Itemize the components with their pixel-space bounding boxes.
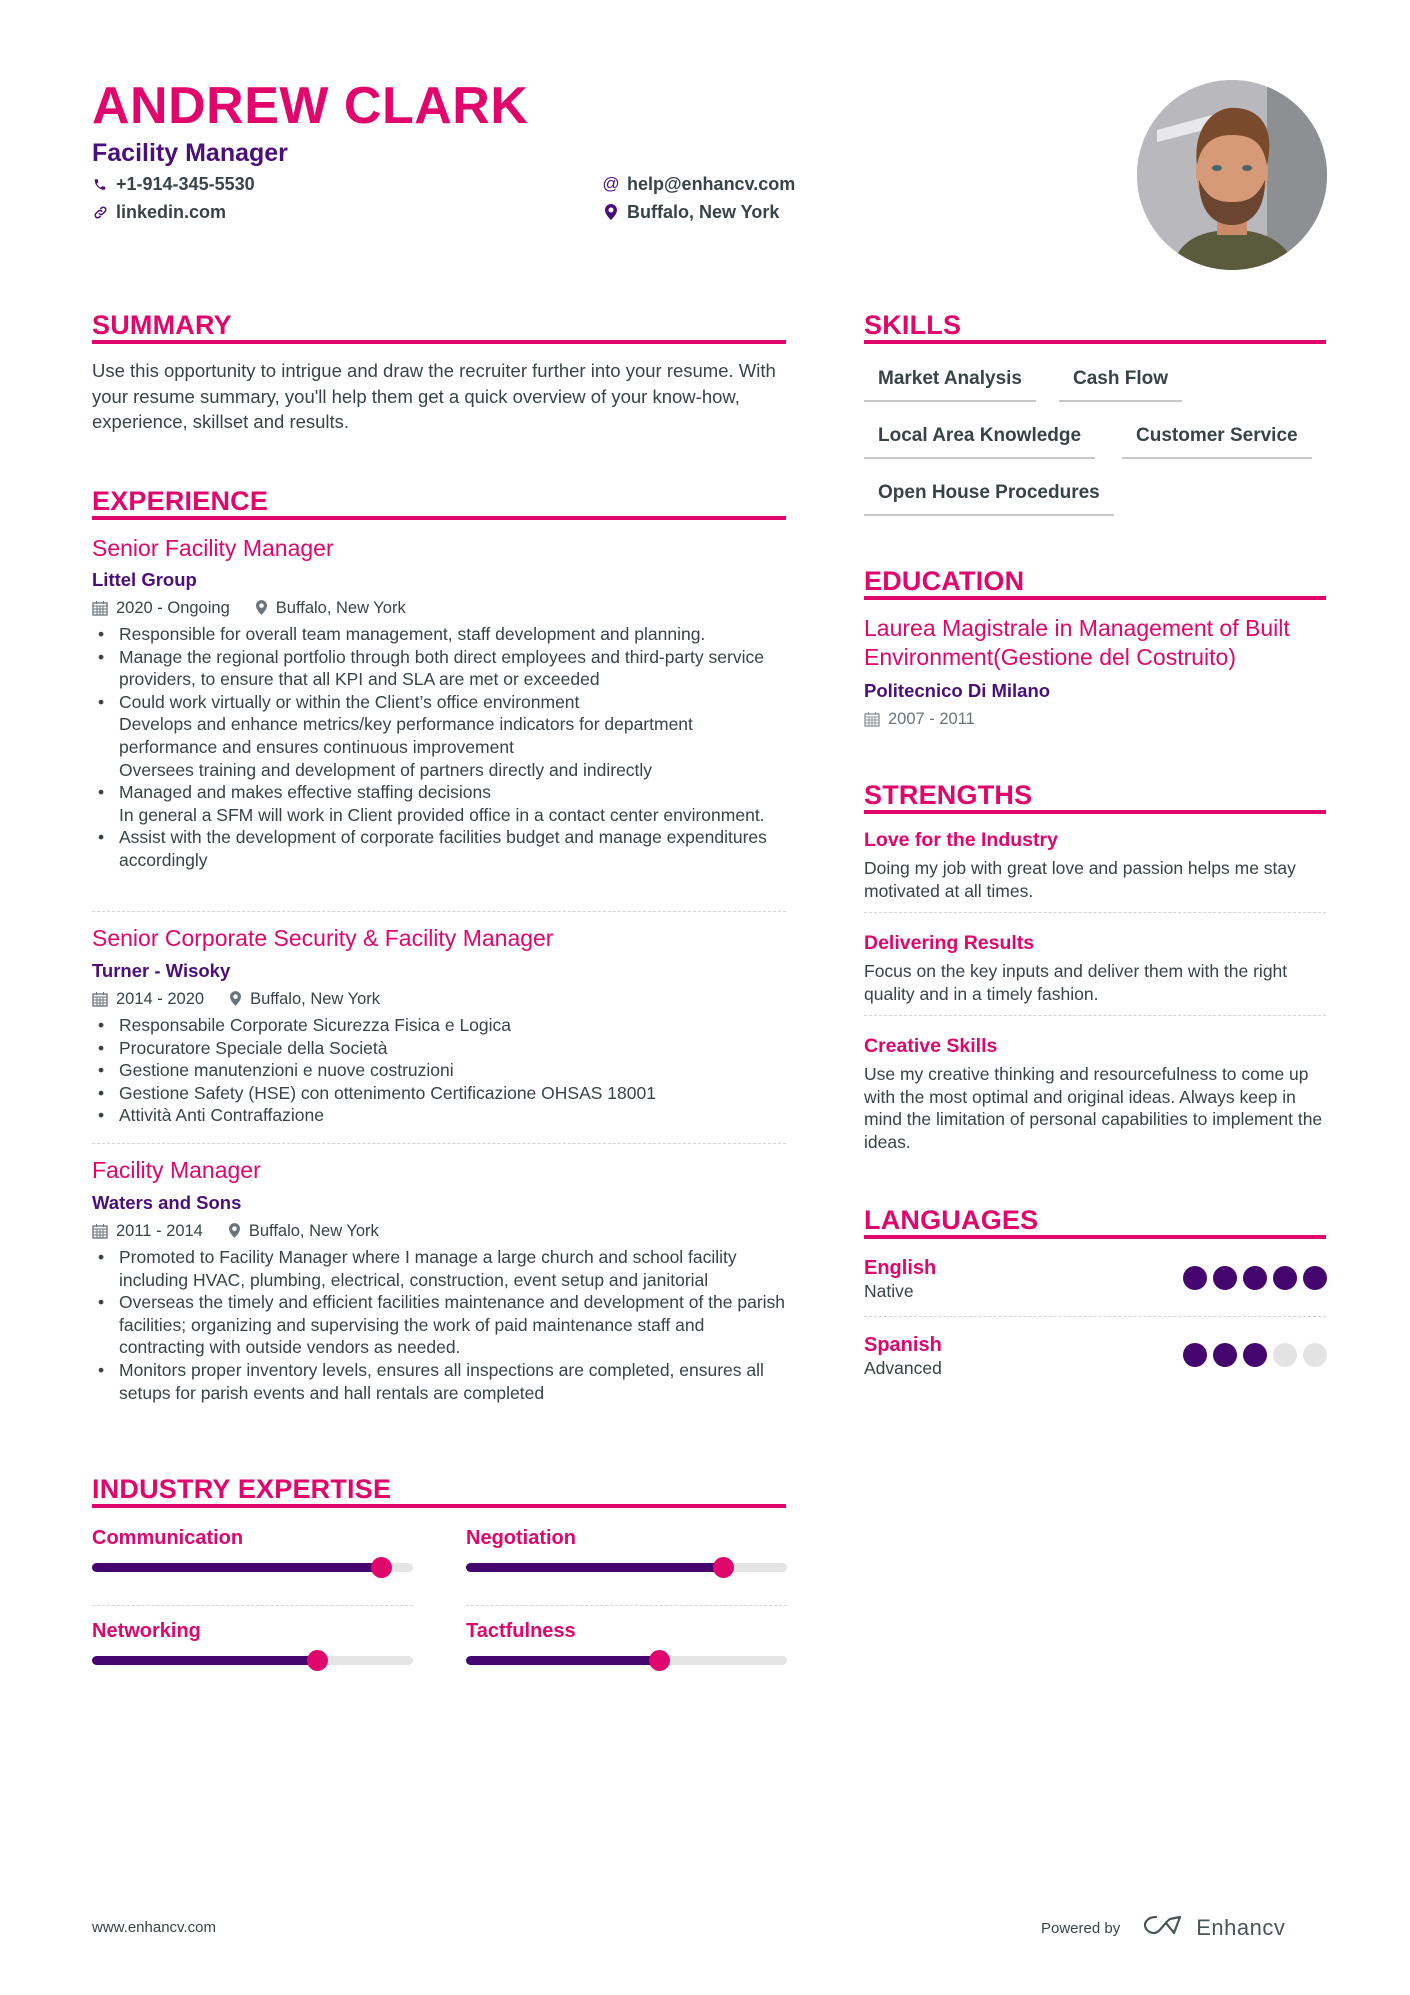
link-icon xyxy=(92,203,108,221)
school-name: Politecnico Di Milano xyxy=(864,680,1051,701)
bar-thumb xyxy=(371,1557,392,1578)
job-dates: 2011 - 2014 xyxy=(116,1222,203,1240)
job-title: Senior Corporate Security & Facility Manager xyxy=(92,925,554,951)
contact-link[interactable] xyxy=(92,201,226,223)
job-location: Buffalo, New York xyxy=(250,990,381,1008)
company-name: Turner - Wisoky xyxy=(92,960,231,981)
job-meta xyxy=(92,598,406,618)
skill-tag: Local Area Knowledge xyxy=(864,424,1095,459)
expertise-bar-networking xyxy=(92,1656,413,1665)
bar-fill xyxy=(92,1563,381,1572)
degree-title: Laurea Magistrale in Management of Built Environment(Gestione del Costruito) xyxy=(864,615,1290,670)
strengths-heading: STRENGTHS xyxy=(864,780,1033,810)
job-bullets xyxy=(92,1246,792,1404)
job-meta xyxy=(92,989,380,1009)
expertise-separator xyxy=(92,1605,413,1606)
enhancv-logo[interactable] xyxy=(1142,1913,1285,1943)
map-pin-icon xyxy=(603,203,619,221)
job-separator xyxy=(92,911,786,912)
bar-fill xyxy=(466,1656,659,1665)
powered-by-text: Powered by xyxy=(1041,1919,1121,1937)
bullet-continuation: Develops and enhance metrics/key performance indicators for department performance and ensures continuous improvement xyxy=(119,714,693,757)
rating-dot-filled xyxy=(1213,1266,1237,1290)
bullet-item: • Procuratore Speciale della Società xyxy=(92,1037,792,1060)
footer-website[interactable]: www.enhancv.com xyxy=(92,1919,216,1936)
languages-heading: LANGUAGES xyxy=(864,1205,1039,1235)
strengths-divider xyxy=(864,810,1326,814)
bullet-item: • Overseas the timely and efficient facilities maintenance and development of the parish facilities; organizing and supervising the work of paid maintenance staff and contracting with outside vendors as needed. xyxy=(92,1291,792,1359)
map-pin-icon xyxy=(256,600,268,616)
strength-text: Use my creative thinking and resourcefulness to come up with the most optimal and original ideas. Always keep in mind the limitation of personal capabilities to implement the ideas. xyxy=(864,1064,1323,1152)
strength-separator xyxy=(864,1015,1326,1016)
job-title: Facility Manager xyxy=(92,1157,261,1183)
expertise-label: Tactfulness xyxy=(466,1620,576,1642)
expertise-divider xyxy=(92,1504,786,1508)
bullet-continuation: Oversees training and development of partners directly and indirectly xyxy=(119,759,653,780)
calendar-icon xyxy=(92,600,108,616)
bullet-item: • Gestione manutenzioni e nuove costruzioni xyxy=(92,1059,792,1082)
language-rating xyxy=(1183,1266,1327,1290)
skill-tag: Open House Procedures xyxy=(864,481,1114,516)
summary-text: Use this opportunity to intrigue and draw the recruiter further into your resume. With your resume summary, you'll help them get a quick overview of your know-how, experience, skillset and results. xyxy=(92,360,776,432)
calendar-icon xyxy=(92,991,108,1007)
phone-icon xyxy=(92,175,108,193)
bullet-item: • Managed and makes effective staffing decisions xyxy=(92,781,792,804)
job-separator xyxy=(92,1143,786,1144)
strength-title: Creative Skills xyxy=(864,1035,998,1057)
bar-fill xyxy=(92,1656,317,1665)
rating-dot-filled xyxy=(1183,1343,1207,1367)
job-meta xyxy=(92,1221,379,1241)
job-dates: 2014 - 2020 xyxy=(116,990,205,1008)
email-text: help@enhancv.com xyxy=(627,174,796,194)
contact-phone xyxy=(92,173,255,195)
profile-photo xyxy=(1137,80,1327,270)
rating-dot-empty xyxy=(1303,1343,1327,1367)
company-name: Waters and Sons xyxy=(92,1192,242,1213)
bullet-item: • Responsible for overall team management, staff development and planning. xyxy=(92,623,792,646)
rating-dot-filled xyxy=(1183,1266,1207,1290)
summary-heading: SUMMARY xyxy=(92,310,232,340)
language-name: English xyxy=(864,1257,937,1279)
language-level: Native xyxy=(864,1281,914,1301)
enhancv-brand-text: Enhancv xyxy=(1196,1915,1286,1940)
skills-divider xyxy=(864,340,1326,344)
bullet-item: • Promoted to Facility Manager where I manage a large church and school facility including HVAC, plumbing, electrical, construction, event setup and janitorial xyxy=(92,1246,792,1291)
skill-tag: Customer Service xyxy=(1122,424,1312,459)
expertise-label: Networking xyxy=(92,1620,201,1642)
expertise-separator xyxy=(466,1605,787,1606)
job-title: Senior Facility Manager xyxy=(92,535,334,561)
bar-fill xyxy=(466,1563,723,1572)
job-bullets xyxy=(92,623,792,872)
expertise-bar-tactfulness xyxy=(466,1656,787,1665)
language-separator xyxy=(864,1316,1326,1317)
calendar-icon xyxy=(864,711,880,727)
rating-dot-filled xyxy=(1273,1266,1297,1290)
footer-branding xyxy=(1041,1913,1285,1943)
strength-title: Delivering Results xyxy=(864,932,1035,954)
skills-heading: SKILLS xyxy=(864,310,962,340)
bullet-item: • Responsabile Corporate Sicurezza Fisica e Logica xyxy=(92,1014,792,1037)
expertise-label: Communication xyxy=(92,1527,244,1549)
strength-text: Focus on the key inputs and deliver them with the right quality and in a timely fashion. xyxy=(864,961,1288,1004)
candidate-title: Facility Manager xyxy=(92,139,288,167)
education-divider xyxy=(864,596,1326,600)
job-location: Buffalo, New York xyxy=(248,1222,379,1240)
language-rating xyxy=(1183,1343,1327,1367)
language-name: Spanish xyxy=(864,1334,942,1356)
bullet-item: • Monitors proper inventory levels, ensures all inspections are completed, ensures all setups for parish events and hall rentals are completed xyxy=(92,1359,792,1404)
rating-dot-filled xyxy=(1243,1343,1267,1367)
contact-email[interactable] xyxy=(603,173,795,195)
strength-separator xyxy=(864,912,1326,913)
map-pin-icon xyxy=(229,1223,241,1239)
education-meta xyxy=(864,709,975,729)
job-location: Buffalo, New York xyxy=(275,599,406,617)
rating-dot-filled xyxy=(1303,1266,1327,1290)
enhancv-logo-icon xyxy=(1142,1913,1186,1943)
strength-title: Love for the Industry xyxy=(864,829,1058,851)
job-dates: 2020 - Ongoing xyxy=(116,599,230,617)
summary-divider xyxy=(92,340,786,344)
link-text: linkedin.com xyxy=(116,202,227,222)
bullet-item: • Manage the regional portfolio through both direct employees and third-party service providers, to ensure that all KPI and SLA are met or exceeded xyxy=(92,646,792,691)
rating-dot-filled xyxy=(1213,1343,1237,1367)
at-icon: @ xyxy=(602,174,620,193)
phone-text: +1-914-345-5530 xyxy=(116,174,255,194)
bar-thumb xyxy=(649,1650,670,1671)
skill-tag: Cash Flow xyxy=(1059,367,1182,402)
rating-dot-empty xyxy=(1273,1343,1297,1367)
rating-dot-filled xyxy=(1243,1266,1267,1290)
expertise-heading: INDUSTRY EXPERTISE xyxy=(92,1474,392,1504)
strength-text: Doing my job with great love and passion helps me stay motivated at all times. xyxy=(864,858,1296,901)
expertise-bar-negotiation xyxy=(466,1563,787,1572)
job-bullets xyxy=(92,1014,792,1127)
expertise-label: Negotiation xyxy=(466,1527,576,1549)
candidate-name: ANDREW CLARK xyxy=(92,77,529,135)
company-name: Littel Group xyxy=(92,569,197,590)
location-text: Buffalo, New York xyxy=(627,202,780,222)
bar-thumb xyxy=(713,1557,734,1578)
bullet-item: • Gestione Safety (HSE) con ottenimento Certificazione OHSAS 18001 xyxy=(92,1082,792,1105)
education-dates: 2007 - 2011 xyxy=(888,710,975,728)
experience-heading: EXPERIENCE xyxy=(92,486,269,516)
contact-location xyxy=(603,201,779,223)
expertise-bar-communication xyxy=(92,1563,413,1572)
experience-divider xyxy=(92,516,786,520)
language-level: Advanced xyxy=(864,1358,942,1378)
bullet-item: • Attività Anti Contraffazione xyxy=(92,1104,792,1127)
bullet-continuation: In general a SFM will work in Client provided office in a contact center environment. xyxy=(119,804,765,825)
map-pin-icon xyxy=(230,991,242,1007)
bar-thumb xyxy=(307,1650,328,1671)
calendar-icon xyxy=(92,1223,108,1239)
bullet-item: • Could work virtually or within the Client’s office environment xyxy=(92,691,792,714)
education-heading: EDUCATION xyxy=(864,566,1025,596)
skill-tag: Market Analysis xyxy=(864,367,1036,402)
languages-divider xyxy=(864,1235,1326,1239)
bullet-item: • Assist with the development of corporate facilities budget and manage expenditures accordingly xyxy=(92,826,792,871)
